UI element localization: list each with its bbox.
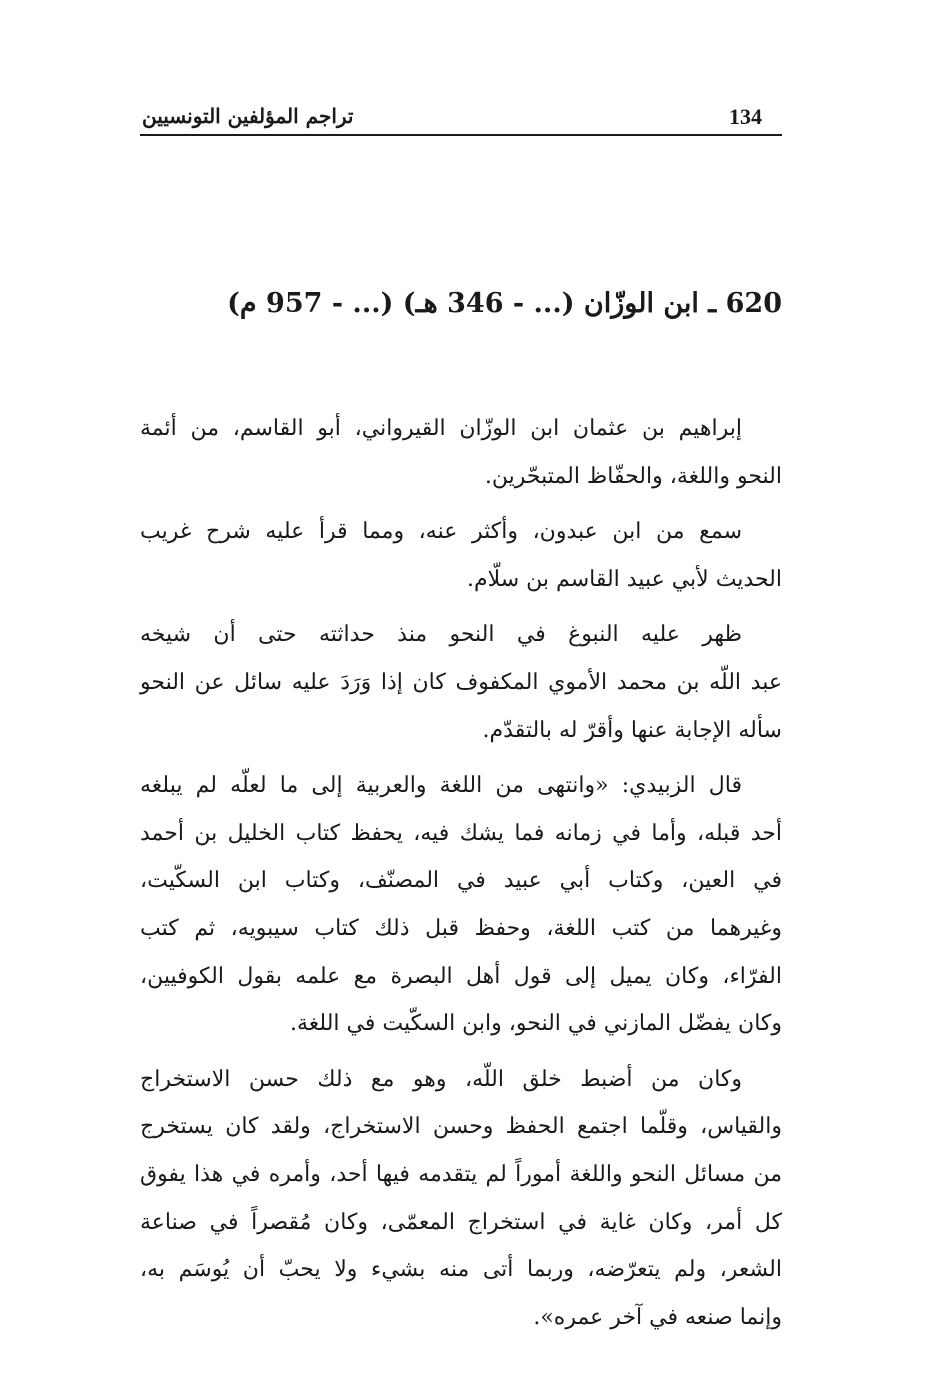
text-line: وإنما صنعه في آخر عمره». [533, 1304, 782, 1330]
text-line: الحديث لأبي عبيد القاسم بن سلّام. [467, 566, 782, 592]
running-header [140, 98, 782, 138]
text-line: إبراهيم بن عثمان ابن الوزّان القيرواني، أبو القاسم، من أئمة [140, 416, 742, 441]
body-text [140, 405, 782, 1349]
text-line: قال الزبيدي: «وانتهى من اللغة والعربية إلى ما لعلّه لم يبلغه [140, 773, 742, 799]
text-line: الشعر، ولم يتعرّضه، وربما أتى منه بشيء ولا يحبّ أن يُوسَم به، [140, 1257, 782, 1283]
paragraph-4 [140, 762, 782, 1048]
header-rule [140, 134, 782, 136]
text-line: أحد قبله، وأما في زمانه فما يشك فيه، يحفظ كتاب الخليل بن أحمد [140, 820, 782, 846]
paragraph-1 [140, 405, 782, 500]
text-line: وكان يفضّل المازني في النحو، وابن السكّيت في اللغة. [290, 1011, 782, 1037]
text-line: وغيرهما من كتب اللغة، وحفظ قبل ذلك كتاب سيبويه، ثم كتب [140, 915, 782, 941]
paragraph-3 [140, 611, 782, 754]
text-line: في العين، وكتاب أبي عبيد في المصنّف، وكتاب ابن السكّيت، [140, 868, 782, 894]
paragraph-2 [140, 508, 782, 603]
text-line: سأله الإجابة عنها وأقرّ له بالتقدّم. [482, 717, 782, 743]
text-line: ظهر عليه النبوغ في النحو منذ حداثته حتى أن شيخه [140, 622, 742, 648]
entry-title: 620 ـ ابن الوزّان (... - 346 هـ) (... - 957 م) [227, 288, 782, 319]
text-line: كل أمر، وكان غاية في استخراج المعمّى، وكان مُقصراً في صناعة [140, 1209, 782, 1235]
text-line: والقياس، وقلّما اجتمع الحفظ وحسن الاستخراج، ولقد كان يستخرج [140, 1114, 782, 1140]
text-line: النحو واللغة، والحفّاظ المتبحّرين. [484, 463, 782, 489]
text-line: وكان من أضبط خلق اللّه، وهو مع ذلك حسن الاستخراج [140, 1066, 742, 1092]
text-line: عبد اللّه بن محمد الأموي المكفوف كان إذا وَرَدَ عليه سائل عن النحو [140, 669, 782, 695]
text-line: الفرّاء، وكان يميل إلى قول أهل البصرة مع علمه بقول الكوفيين، [140, 963, 782, 989]
text-line: سمع من ابن عبدون، وأكثر عنه، ومما قرأ عليه شرح غريب [140, 519, 742, 545]
page-number: 134 [729, 104, 762, 129]
paragraph-5 [140, 1056, 782, 1342]
running-title: تراجم المؤلفين التونسيين [142, 104, 354, 128]
text-line: من مسائل النحو واللغة أموراً لم يتقدمه فيها أحد، وأمره في هذا يفوق [140, 1161, 782, 1187]
